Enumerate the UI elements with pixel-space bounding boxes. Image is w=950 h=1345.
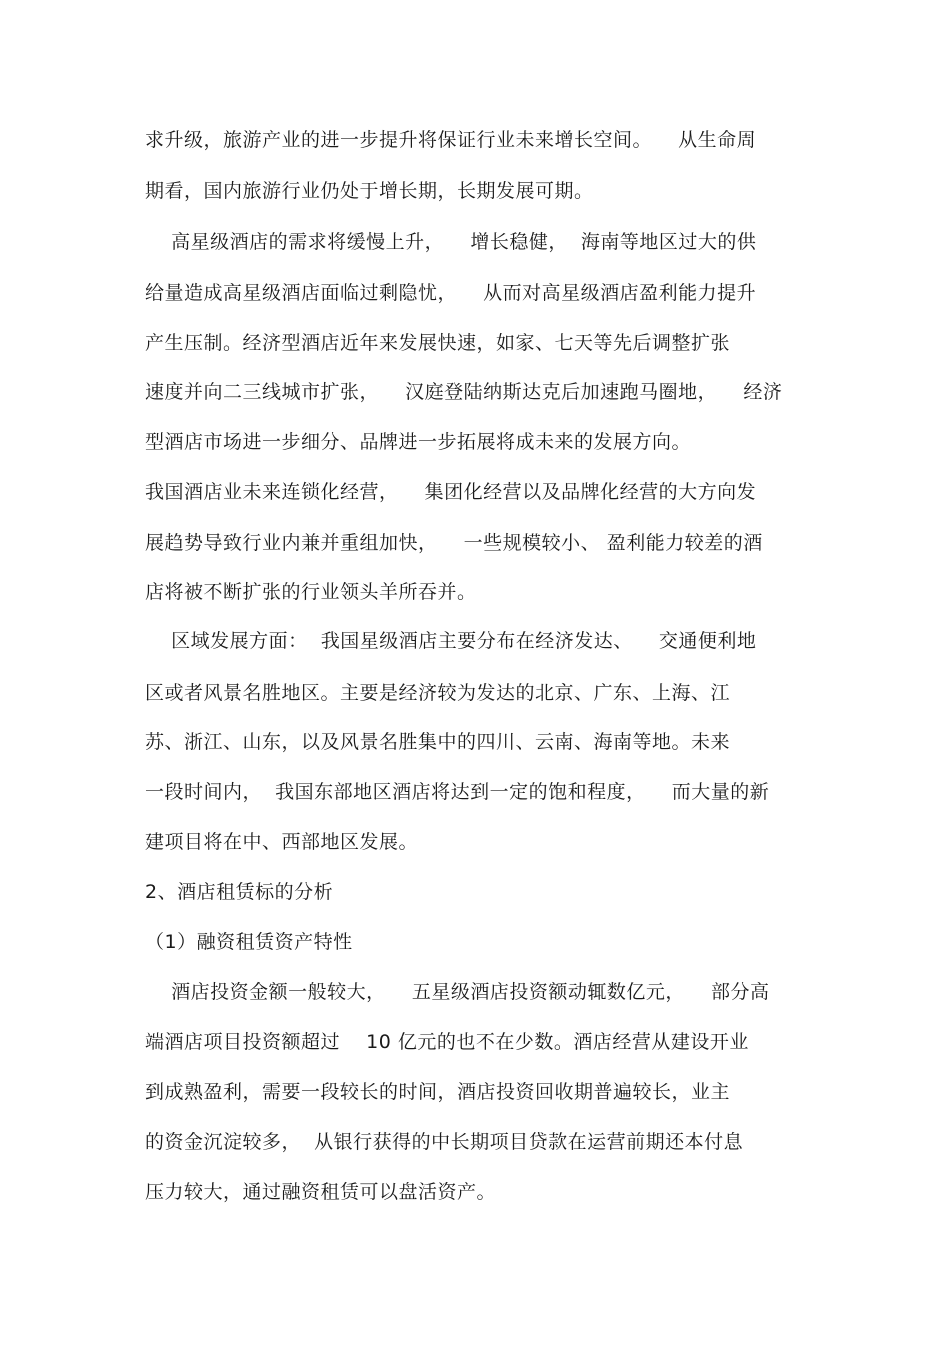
text-line: 求升级，旅游产业的进一步提升将保证行业未来增长空间。 从生命周 <box>145 129 757 151</box>
text-line: 端酒店项目投资额超过 10 亿元的也不在少数。酒店经营从建设开业 <box>145 1031 749 1053</box>
text-line: 店将被不断扩张的行业领头羊所吞并。 <box>145 581 477 603</box>
text-line: 建项目将在中、西部地区发展。 <box>145 831 419 853</box>
text-line: 型酒店市场进一步细分、品牌进一步拓展将成未来的发展方向。 <box>145 431 692 453</box>
text-line: 期看，国内旅游行业仍处于增长期，长期发展可期。 <box>145 180 594 202</box>
text-line: 展趋势导致行业内兼并重组加快， 一些规模较小、 盈利能力较差的酒 <box>145 532 763 554</box>
text-line: 区域发展方面： 我国星级酒店主要分布在经济发达、 交通便利地 <box>145 630 757 652</box>
text-line: 产生压制。经济型酒店近年来发展快速，如家、七天等先后调整扩张 <box>145 332 731 354</box>
text-line: 的资金沉淀较多， 从银行获得的中长期项目贷款在运营前期还本付息 <box>145 1131 744 1153</box>
text-line: 酒店投资金额一般较大， 五星级酒店投资额动辄数亿元， 部分高 <box>145 981 770 1003</box>
text-line: 压力较大，通过融资租赁可以盘活资产。 <box>145 1181 497 1203</box>
text-line: 我国酒店业未来连锁化经营， 集团化经营以及品牌化经营的大方向发 <box>145 481 757 503</box>
text-line: 速度并向二三线城市扩张， 汉庭登陆纳斯达克后加速跑马圈地， 经济 <box>145 381 783 403</box>
text-line: 苏、浙江、山东，以及风景名胜集中的四川、云南、海南等地。未来 <box>145 731 731 753</box>
text-line: 区或者风景名胜地区。主要是经济较为发达的北京、广东、上海、江 <box>145 682 731 704</box>
text-line: 给量造成高星级酒店面临过剩隐忧， 从而对高星级酒店盈利能力提升 <box>145 282 757 304</box>
subsection-heading: （1）融资租赁资产特性 <box>145 931 353 953</box>
section-heading: 2、酒店租赁标的分析 <box>145 881 334 903</box>
text-line: 一段时间内， 我国东部地区酒店将达到一定的饱和程度， 而大量的新 <box>145 781 770 803</box>
text-line: 到成熟盈利，需要一段较长的时间，酒店投资回收期普遍较长，业主 <box>145 1081 731 1103</box>
text-line: 高星级酒店的需求将缓慢上升， 增长稳健， 海南等地区过大的供 <box>145 231 757 253</box>
